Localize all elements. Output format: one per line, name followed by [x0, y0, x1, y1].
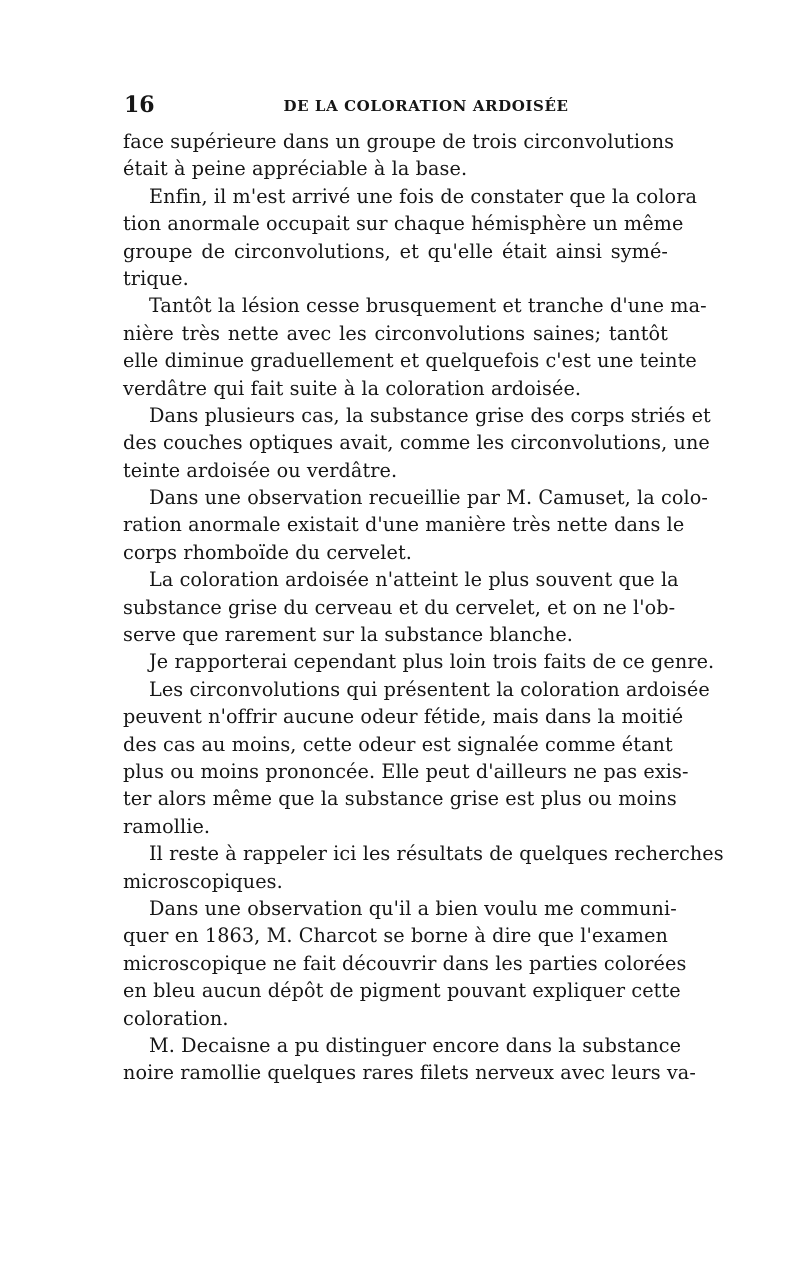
- body-text: [123, 128, 724, 1087]
- text-line: face supérieure dans un groupe de trois circonvolutions: [123, 130, 675, 153]
- paragraph: [123, 1032, 696, 1087]
- paragraph: [123, 895, 687, 1032]
- paragraph: [123, 484, 708, 566]
- text-line: des couches optiques avait, comme les circonvolutions, une: [123, 431, 710, 455]
- running-head: [124, 92, 668, 122]
- paragraph: [123, 402, 711, 484]
- page-number: 16: [124, 92, 155, 118]
- text-line: quer en 1863, M. Charcot se borne à dire que l'examen: [123, 924, 668, 948]
- text-line: en bleu aucun dépôt de pigment pouvant expliquer cette: [123, 979, 681, 1003]
- text-line: nière très nette avec les circonvolutions saines; tantôt: [123, 321, 668, 345]
- text-line: ration anormale existait d'une manière très nette dans le: [123, 513, 685, 537]
- text-line: corps rhomboïde du cervelet.: [123, 540, 412, 564]
- text-line: Les circonvolutions qui présentent la coloration ardoisée: [149, 677, 710, 701]
- text-line: La coloration ardoisée n'atteint le plus souvent que la: [149, 568, 679, 592]
- text-line: elle diminue graduellement et quelquefois c'est une teinte: [123, 349, 697, 373]
- paragraph: [123, 183, 698, 293]
- running-title: DE LA COLORATION ARDOISÉE: [283, 97, 569, 115]
- text-line: coloration.: [123, 1006, 229, 1030]
- text-line: teinte ardoisée ou verdâtre.: [123, 458, 398, 482]
- text-line: substance grise du cerveau et du cervelet, et on ne l'ob-: [123, 595, 676, 619]
- paragraph: [123, 676, 710, 840]
- text-line: noire ramollie quelques rares filets nerveux avec leurs va-: [123, 1061, 696, 1085]
- text-line: Je rapporterai cependant plus loin trois faits de ce genre.: [149, 650, 715, 674]
- text-line: Il reste à rappeler ici les résultats de quelques recherches: [149, 842, 724, 866]
- paragraph: [123, 648, 715, 675]
- text-line: Dans une observation qu'il a bien voulu me communi-: [149, 896, 677, 920]
- paragraph: [123, 566, 679, 648]
- paragraph: [123, 128, 675, 183]
- text-line: ramollie.: [123, 814, 211, 838]
- text-line: plus ou moins prononcée. Elle peut d'ailleurs ne pas exis-: [123, 759, 689, 783]
- text-line: tion anormale occupait sur chaque hémisphère un même: [123, 212, 684, 236]
- paragraph: [123, 840, 724, 895]
- text-line: groupe de circonvolutions, et qu'elle était ainsi symé-: [123, 239, 668, 263]
- text-line: Enfin, il m'est arrivé une fois de constater que la colora: [149, 184, 698, 208]
- text-line: était à peine appréciable à la base.: [123, 157, 468, 181]
- text-line: verdâtre qui fait suite à la coloration ardoisée.: [123, 376, 582, 400]
- text-line: trique.: [123, 266, 189, 290]
- text-line: des cas au moins, cette odeur est signalée comme étant: [123, 732, 673, 756]
- text-line: Dans une observation recueillie par M. Camuset, la colo-: [149, 486, 708, 510]
- text-line: ter alors même que la substance grise est plus ou moins: [123, 787, 677, 811]
- text-line: Dans plusieurs cas, la substance grise des corps striés et: [149, 403, 711, 427]
- text-line: Tantôt la lésion cesse brusquement et tranche d'une ma-: [149, 294, 707, 318]
- text-line: serve que rarement sur la substance blanche.: [123, 623, 573, 647]
- text-line: M. Decaisne a pu distinguer encore dans la substance: [149, 1033, 682, 1057]
- paragraph: [123, 292, 707, 402]
- text-line: peuvent n'offrir aucune odeur fétide, mais dans la moitié: [123, 705, 684, 729]
- text-line: microscopiques.: [123, 869, 283, 893]
- text-line: microscopique ne fait découvrir dans les parties colorées: [123, 951, 687, 975]
